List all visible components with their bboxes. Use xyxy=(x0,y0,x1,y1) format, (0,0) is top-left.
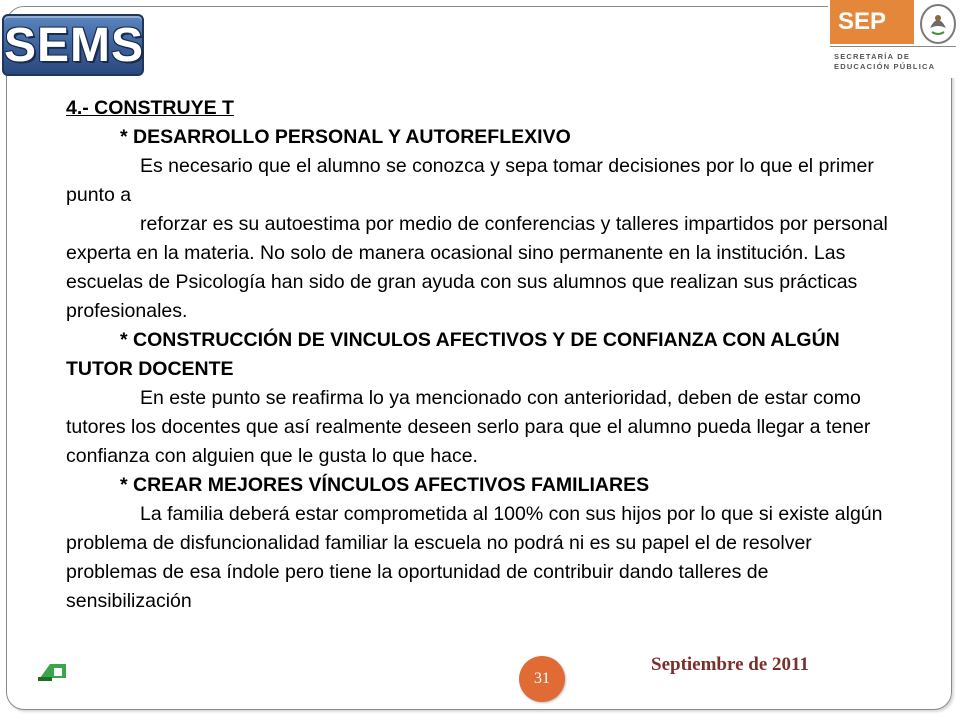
paragraph-tutor: En este punto se reafirma lo ya mencionado con anterioridad, deben de estar como tutores los docentes que así realmente deseen serlo para que el alumno pueda llegar a tener confianza con alguien que le gusta lo que hace. xyxy=(66,387,871,467)
paragraph-personal-2: reforzar es su autoestima por medio de conferencias y talleres impartidos por personal experta en la materia. No solo de manera ocasional sino permanente en la institución. Las escuelas de Psicología han sido de gran ayuda con sus alumnos que realizan sus prácticas profesionales. xyxy=(66,213,888,322)
paragraph-personal-1: Es necesario que el alumno se conozca y sepa tomar decisiones por lo que el primer punto a xyxy=(66,155,874,206)
sep-logo-line1: SECRETARÍA DE xyxy=(834,52,911,61)
subsection-title-tutor: * CONSTRUCCIÓN DE VINCULOS AFECTIVOS Y DE CONFIANZA CON ALGÚN TUTOR DOCENTE xyxy=(66,329,840,380)
national-seal-icon xyxy=(918,2,958,46)
page-number: 31 xyxy=(534,670,550,687)
sep-logo-subtitle xyxy=(834,52,935,72)
section-heading: 4.- CONSTRUYE T xyxy=(66,97,234,119)
subsection-title-family: * CREAR MEJORES VÍNCULOS AFECTIVOS FAMILIARES xyxy=(120,474,650,496)
page-number-badge xyxy=(519,656,565,702)
sems-logo xyxy=(2,14,144,76)
sep-logo-line2: EDUCACIÓN PÚBLICA xyxy=(834,62,936,71)
sep-logo-mark: SEP xyxy=(838,8,887,35)
sep-logo-divider xyxy=(830,46,956,47)
sep-logo xyxy=(828,0,960,78)
paragraph-family: La familia deberá estar comprometida al 100% con sus hijos por lo que si existe algún problema de disfuncionalidad familiar la escuela no podrá ni es su papel el de resolver problemas de esa índole pero tiene la oportunidad de contribuir dando talleres de sensibilización xyxy=(66,503,883,612)
sep-logo-block xyxy=(830,0,914,44)
footer-date: Septiembre de 2011 xyxy=(651,654,809,675)
sems-logo-text: SEMS xyxy=(4,19,145,72)
subsection-title-personal: * DESARROLLO PERSONAL Y AUTOREFLEXIVO xyxy=(120,126,571,148)
dgeta-logo-icon xyxy=(36,660,72,682)
slide-body xyxy=(66,94,896,616)
